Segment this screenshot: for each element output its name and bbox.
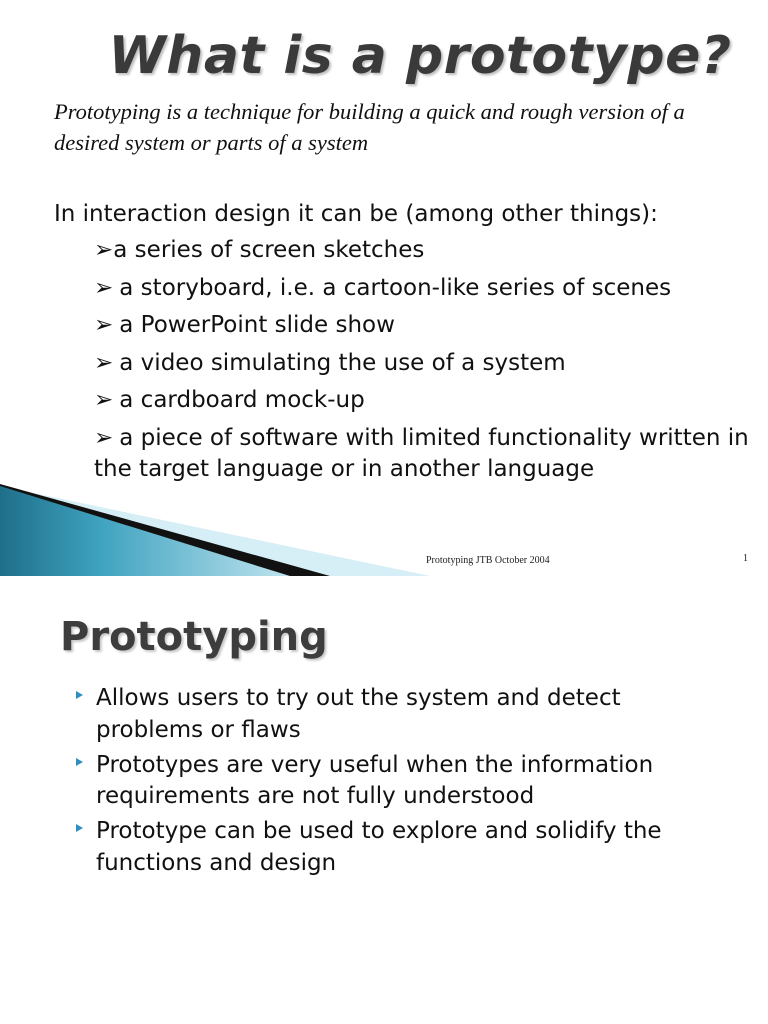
slide-title: What is a prototype?	[108, 26, 732, 86]
list-item-text: Allows users to try out the system and detect problems or flaws	[96, 685, 621, 743]
arrow-bullet-icon: ➢	[94, 424, 114, 451]
triangle-bullet-icon	[76, 758, 83, 766]
arrow-bullet-icon: ➢	[94, 274, 114, 301]
list-item	[76, 683, 716, 746]
list-item-text: a video simulating the use of a system	[119, 349, 566, 376]
list-item	[76, 816, 716, 879]
list-item	[94, 348, 764, 379]
prototype-forms-list	[94, 235, 764, 491]
arrow-bullet-icon: ➢	[94, 387, 114, 413]
prototyping-benefits-list	[76, 683, 716, 883]
list-item-text: Prototype can be used to explore and solidify the functions and design	[96, 818, 662, 876]
list-item	[94, 273, 764, 304]
list-item-text: a PowerPoint slide show	[119, 312, 395, 338]
list-item-text: a series of screen sketches	[113, 237, 425, 263]
arrow-bullet-icon: ➢	[94, 237, 114, 263]
list-item	[94, 235, 764, 266]
list-item-text: Prototypes are very useful when the information requirements are not fully understood	[96, 751, 654, 809]
triangle-bullet-icon	[76, 691, 83, 699]
list-item-text: a piece of software with limited functionality written in the target language or in another language	[94, 424, 749, 482]
slide-2	[0, 576, 768, 1024]
triangle-bullet-icon	[76, 824, 83, 832]
list-item	[94, 310, 764, 341]
arrow-bullet-icon: ➢	[94, 349, 114, 376]
list-item	[94, 385, 764, 416]
swoosh-teal-band	[0, 486, 290, 576]
list-item	[76, 750, 716, 813]
slide-footer: Prototyping JTB October 2004	[426, 555, 550, 566]
decorative-swoosh	[0, 470, 768, 576]
intro-text: In interaction design it can be (among other things):	[54, 201, 658, 227]
slide-title: Prototyping	[60, 614, 328, 660]
list-item-text: a storyboard, i.e. a cartoon-like series of scenes	[119, 274, 672, 301]
arrow-bullet-icon: ➢	[94, 312, 114, 338]
prototype-definition: Prototyping is a technique for building a quick and rough version of a desired system or parts of a system	[54, 99, 685, 155]
list-item-text: a cardboard mock-up	[119, 387, 365, 413]
page-number: 1	[743, 553, 748, 564]
